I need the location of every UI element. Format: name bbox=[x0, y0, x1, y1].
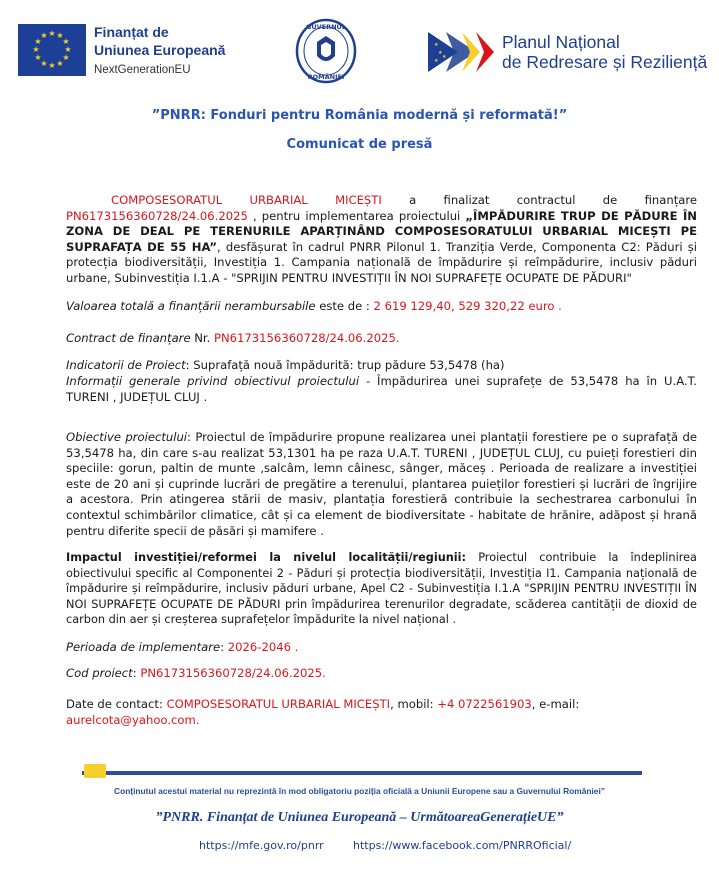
objectives-paragraph bbox=[66, 430, 697, 539]
footer-disclaimer: Conținutul acestui material nu reprezintă în mod obligatoriu poziția oficială a Uniunii Europene sau a Guvernului României” bbox=[114, 786, 605, 796]
general-info-label: Informații generale privind obiectivul proiectului bbox=[66, 374, 360, 388]
impact-paragraph bbox=[66, 550, 697, 628]
seal-text-top: GUVERNUL bbox=[306, 23, 346, 31]
funding-value-label: Valoarea totală a finanțării nerambursabile bbox=[66, 299, 316, 313]
contract-nr: Nr. bbox=[190, 331, 215, 345]
funding-value-line bbox=[66, 299, 562, 315]
mfe-link[interactable]: https://mfe.gov.ro/pnrr bbox=[199, 839, 324, 852]
impact-label: Impactul investiției/reformei la nivelul localității/regiunii: bbox=[66, 551, 467, 564]
eu-logo-line2: Uniunea Europeană bbox=[94, 42, 226, 58]
footer-divider bbox=[82, 771, 642, 775]
general-info-line bbox=[66, 374, 697, 405]
contact-email[interactable]: aurelcota@yahoo.com. bbox=[66, 713, 200, 727]
svg-text:★: ★ bbox=[32, 45, 40, 54]
pnrr-logo-line2: de Redresare și Reziliență bbox=[502, 52, 708, 72]
funding-value-amount: 2 619 129,40, 529 320,22 euro . bbox=[373, 299, 562, 313]
beneficiary-name: COMPOSESORATUL URBARIAL MICEȘTI bbox=[111, 193, 382, 207]
svg-text:★: ★ bbox=[442, 54, 447, 60]
svg-text:★: ★ bbox=[434, 58, 439, 64]
contact-email-line bbox=[66, 713, 199, 729]
svg-text:★: ★ bbox=[434, 42, 439, 48]
svg-text:★: ★ bbox=[56, 59, 64, 68]
project-code-value: PN6173156360728/24.06.2025. bbox=[140, 666, 326, 680]
contract-label: Contract de finanțare bbox=[66, 331, 191, 345]
indicators-line bbox=[66, 358, 505, 374]
contract-value: PN6173156360728/24.06.2025. bbox=[214, 331, 400, 345]
pnrr-logo-icon bbox=[428, 28, 498, 76]
contact-email-label: , e-mail: bbox=[531, 697, 580, 711]
objectives-text: : Proiectul de împădurire propune realizarea unei plantații forestiere pe o suprafață de 53,5478 ha, din care s-au realizat 53,1301 ha pe raza U.A.T. TURENI , JUDEȚUL CLUJ, cu puieți forestieri din speciile: gorun, paltin de munte ,salcâm, lemn câinesc, sânger, măceș . Perioada de realizare a investiției este de 20 ani și cuprinde lucrări de pregătire a terenului, plantarea puieților forestieri și lucrări de îngrijire a acestora. Prin atingerea stării de masiv, plantația forestieră contribuie la sechestrarea carbonului în contextul schimbărilor climatice, cât și ca element de biodiversitate - habitate de hrănire, adăpost și hrană pentru diferite specii de păsări și mamifere . bbox=[66, 430, 697, 538]
project-code-label: Cod proiect bbox=[66, 666, 133, 680]
period-value: 2026-2046 . bbox=[227, 640, 299, 654]
contract-line bbox=[66, 331, 400, 347]
contract-number: PN6173156360728/24.06.2025 bbox=[66, 208, 248, 223]
government-seal-logo bbox=[295, 18, 357, 84]
project-code-line bbox=[66, 666, 326, 682]
period-colon: : bbox=[220, 640, 228, 654]
funding-value-suffix: este de : bbox=[315, 299, 374, 313]
contact-line bbox=[66, 697, 579, 713]
period-line bbox=[66, 640, 298, 656]
eu-logo-line1: Finanțat de bbox=[94, 24, 169, 40]
contact-name: COMPOSESORATUL URBARIAL MICEȘTI bbox=[166, 697, 391, 711]
eu-logo-line3: NextGenerationEU bbox=[94, 64, 191, 76]
svg-text:★: ★ bbox=[40, 31, 48, 40]
svg-text:★: ★ bbox=[48, 61, 56, 70]
indicators-text: : Suprafață nouă împădurită: trup pădure 53,5478 (ha) bbox=[185, 358, 505, 372]
contact-mobile: +4 0722561903 bbox=[437, 697, 532, 711]
impact-text: Proiectul contribuie la îndeplinirea obiectivului specific al Componentei 2 - Păduri și protecția biodiversității, Investiția I1. Campania națională de împădurire și reîmpădurire, inclusiv păduri urbane, Apel C2 - Subinvestiția I.1.A "SPRIJIN PENTRU INVESTIȚII ÎN NOI SUPRAFEȚE OCUPATE DE PĂDURI prin împădurirea terenurilor degradate, scăderea cantității de dioxid de carbon din aer și creșterea suprafețelor împădurite la nivel național . bbox=[66, 551, 697, 627]
svg-text:★: ★ bbox=[40, 59, 48, 68]
period-label: Perioada de implementare bbox=[66, 640, 221, 654]
intro-text-c: , desfășurat în cadrul PNRR Pilonul 1. Tranziția Verde, Componenta C2: Păduri și protecția biodiversității, Investiția 1. Campania națională de împădurire și reîmpădurire, inclusiv păduri urbane, Subinvestiția I.1.A - "SPRIJIN PENTRU INVESTIȚII ÎN NOI SUPRAFEȚE OCUPATE DE PĂDURI" bbox=[66, 239, 697, 285]
indicators-label: Indicatorii de Proiect bbox=[66, 358, 186, 372]
svg-text:★: ★ bbox=[62, 37, 70, 46]
contact-label: Date de contact: bbox=[66, 697, 167, 711]
svg-text:★: ★ bbox=[34, 53, 42, 62]
svg-text:★: ★ bbox=[34, 37, 42, 46]
eu-stars-icon bbox=[18, 24, 86, 76]
seal-text-bottom: ROMÂNIEI bbox=[307, 73, 345, 81]
contact-mobile-label: , mobil: bbox=[390, 697, 438, 711]
intro-paragraph bbox=[66, 193, 697, 287]
general-info-text: - Împădurirea unei suprafețe de 53,5478 ha în U.A.T. TURENI , JUDEȚUL CLUJ . bbox=[66, 374, 697, 404]
headline: ”PNRR: Fonduri pentru România modernă și reformată!” bbox=[151, 108, 568, 123]
svg-text:★: ★ bbox=[438, 50, 443, 56]
svg-text:★: ★ bbox=[56, 31, 64, 40]
press-release-title: Comunicat de presă bbox=[286, 137, 433, 152]
pnrr-logo-line1: Planul Național bbox=[502, 32, 620, 52]
svg-text:★: ★ bbox=[62, 53, 70, 62]
project-code-colon: : bbox=[132, 666, 141, 680]
intro-text-a: a finalizat contractul de finanțare bbox=[381, 193, 697, 207]
project-title: „ÎMPĂDURIRE TRUP DE PĂDURE ÎN ZONA DE DEAL PE TERENURILE APARȚINÂND COMPOSESORATULUI URBARIAL MICEȘTI PE SUPRAFAȚA DE 55 HA” bbox=[66, 208, 697, 254]
facebook-link[interactable]: https://www.facebook.com/PNRROficial/ bbox=[353, 839, 572, 852]
footer-slogan: ”PNRR. Finanțat de Uniunea Europeană – UrmătoareaGenerațieUE” bbox=[155, 810, 564, 825]
eu-flag-logo bbox=[18, 24, 86, 76]
footer-eu-flag-icon bbox=[84, 764, 106, 778]
svg-text:★: ★ bbox=[48, 29, 56, 38]
svg-text:★: ★ bbox=[64, 45, 72, 54]
objectives-label: Obiective proiectului bbox=[66, 430, 188, 444]
intro-text-b: , pentru implementarea proiectului bbox=[247, 208, 466, 223]
